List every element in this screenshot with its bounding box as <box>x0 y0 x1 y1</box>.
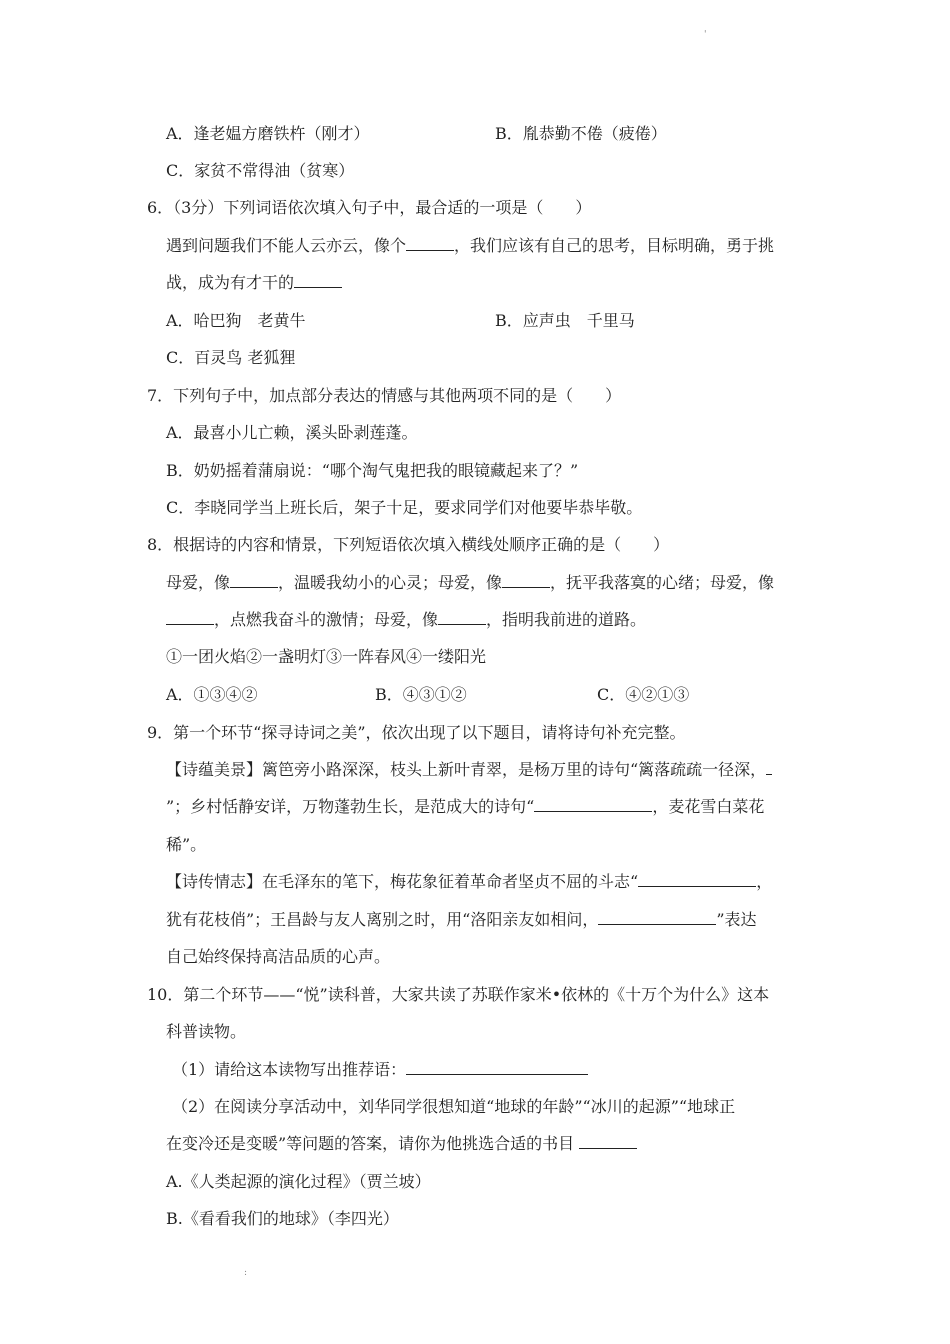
q8-option-a: A．①③④② <box>166 685 258 704</box>
q9-stem: 9．第一个环节“探寻诗词之美”，依次出现了以下题目，请将诗句补充完整。 <box>147 723 686 742</box>
q9-line3: 稀”。 <box>166 835 207 854</box>
q9-line4 <box>166 872 772 892</box>
q10-part1 <box>172 1060 588 1080</box>
q6-blank-2 <box>294 273 342 288</box>
q8-passage-line1 <box>166 573 774 593</box>
q9-text: ”；乡村恬静安详，万物蓬勃生长，是范成大的诗句“ <box>166 797 535 816</box>
q9-text: 犹有花枝俏”；王昌龄与友人离别之时，用“洛阳亲友如相问， <box>166 910 599 929</box>
q6-sentence-line1 <box>166 236 774 256</box>
q6-option-a: A．哈巴狗 老黄牛 <box>166 311 306 330</box>
q6-option-c: C．百灵鸟 老狐狸 <box>166 348 296 367</box>
q5-option-b: B．胤恭勤不倦（疲倦） <box>495 124 667 143</box>
q10-line1: 10．第二个环节——“悦”读科普，大家共读了苏联作家米•依林的《十万个为什么》这本 <box>147 985 770 1004</box>
q8-text: ，温暖我幼小的心灵；母爱，像 <box>278 573 503 592</box>
q9-blank-4 <box>598 910 716 925</box>
q7-option-b: B．奶奶摇着蒲扇说：“哪个淘气鬼把我的眼镜藏起来了？” <box>166 461 579 480</box>
q8-blank-1 <box>230 573 278 588</box>
top-mark: ' <box>704 30 707 40</box>
q8-stem: 8．根据诗的内容和情景，下列短语依次填入横线处顺序正确的是（ ） <box>147 535 670 554</box>
q8-blank-2 <box>502 573 550 588</box>
q7-option-a: A．最喜小儿亡赖，溪头卧剥莲蓬。 <box>166 423 418 442</box>
q9-text: 【诗传情志】在毛泽东的笔下，梅花象征着革命者坚贞不屈的斗志“ <box>166 872 639 891</box>
q5-option-c: C．家贫不常得油（贫寒） <box>166 161 355 180</box>
q6-text: 遇到问题我们不能人云亦云，像个 <box>166 236 407 255</box>
q8-phrase-options: ①一团火焰②一盏明灯③一阵春风④一缕阳光 <box>166 647 487 666</box>
q9-text: 【诗蕴美景】篱笆旁小路深深，枝头上新叶青翠，是杨万里的诗句“篱落疏疏一径深， <box>166 760 767 779</box>
q6-sentence-line2 <box>166 273 342 293</box>
q9-text: ”表达 <box>716 910 757 929</box>
q10-option-b: B.《看看我们的地球》（李四光） <box>166 1209 399 1228</box>
q10-part2-line2 <box>166 1134 637 1154</box>
q8-passage-line2 <box>166 610 646 630</box>
q6-text: ，我们应该有自己的思考，目标明确，勇于挑 <box>454 236 775 255</box>
q10-blank-1 <box>406 1060 588 1075</box>
q7-option-c: C．李晓同学当上班长后，架子十足，要求同学们对他要毕恭毕敬。 <box>166 498 643 517</box>
q10-option-a: A.《人类起源的演化过程》（贾兰坡） <box>166 1172 431 1191</box>
q9-line5 <box>166 910 757 930</box>
q8-text: ，点燃我奋斗的激情；母爱，像 <box>214 610 439 629</box>
q7-stem: 7．下列句子中，加点部分表达的情感与其他两项不同的是（ ） <box>147 386 622 405</box>
q6-text: 战，成为有才干的 <box>166 273 295 292</box>
q8-text: ，抚平我落寞的心绪；母爱，像 <box>550 573 775 592</box>
q9-line1 <box>166 760 772 780</box>
q8-text: ，指明我前进的道路。 <box>486 610 647 629</box>
q9-line6: 自己始终保持高洁品质的心声。 <box>166 947 391 966</box>
q10-line2: 科普读物。 <box>166 1022 247 1041</box>
q8-option-c: C．④②①③ <box>597 685 690 704</box>
bottom-mark: : <box>244 1268 248 1278</box>
q10-text: （1）请给这本读物写出推荐语： <box>172 1060 407 1079</box>
q9-blank-1 <box>766 760 772 775</box>
q10-text: 在变冷还是变暖”等问题的答案，请你为他挑选合适的书目 <box>166 1134 575 1153</box>
q8-blank-4 <box>438 610 486 625</box>
q8-option-b: B．④③①② <box>375 685 467 704</box>
q6-blank-1 <box>406 236 454 251</box>
q9-blank-3 <box>638 872 756 887</box>
q9-text: ， <box>756 872 773 891</box>
q8-text: 母爱，像 <box>166 573 231 592</box>
q8-blank-3 <box>166 610 214 625</box>
q10-blank-2 <box>579 1134 637 1149</box>
q9-text: ，麦花雪白菜花 <box>652 797 765 816</box>
q5-option-a: A．逢老媪方磨铁杵（刚才） <box>166 124 370 143</box>
q6-option-b: B．应声虫 千里马 <box>495 311 635 330</box>
q10-part2-line1: （2）在阅读分享活动中，刘华同学很想知道“地球的年龄”“冰川的起源”“地球正 <box>172 1097 736 1116</box>
q9-blank-2 <box>534 797 652 812</box>
q9-line2 <box>166 797 764 817</box>
q6-stem: 6．（3分）下列词语依次填入句子中，最合适的一项是（ ） <box>147 198 592 217</box>
